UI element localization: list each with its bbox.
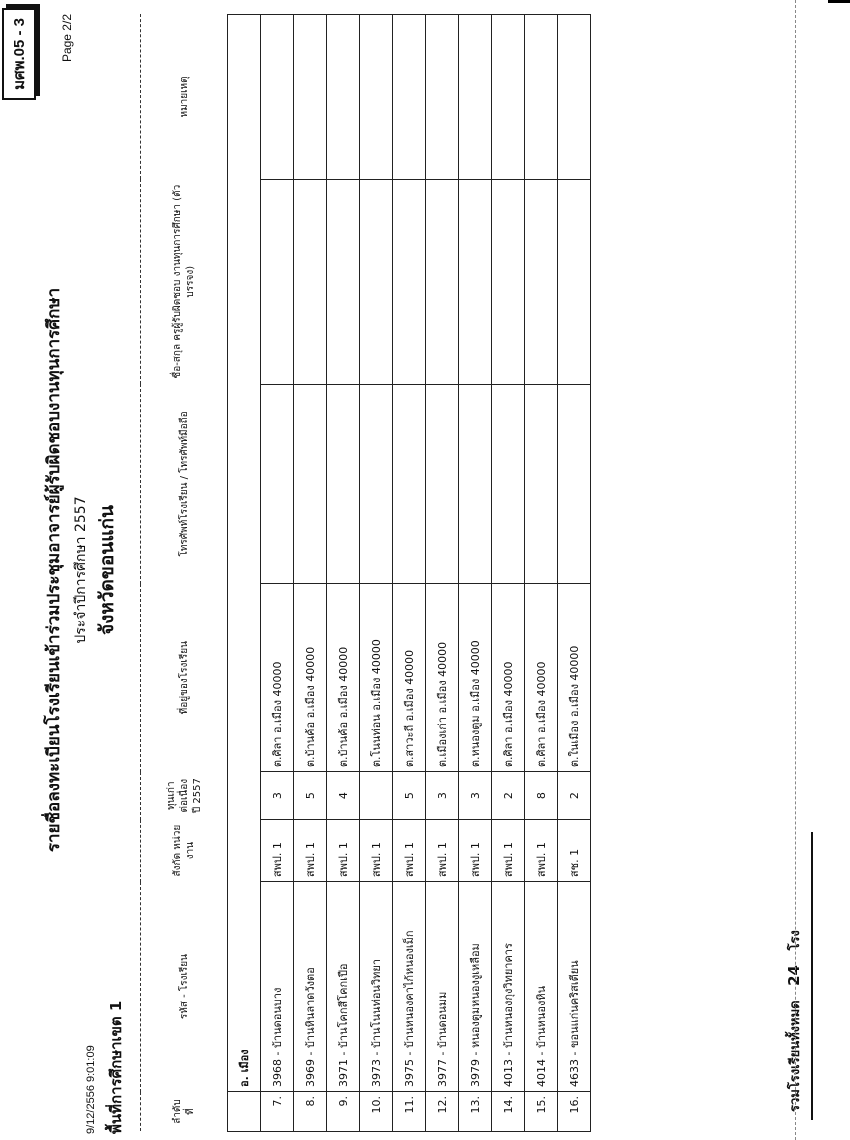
row-address: ต.หนองตูม อ.เมือง 40000: [459, 584, 492, 772]
total-count: 24: [785, 965, 803, 986]
row-seq: 10.: [360, 1092, 393, 1132]
row-address: ต.เมืองเก่า อ.เมือง 40000: [426, 584, 459, 772]
table-header-row: [141, 15, 228, 1132]
row-seq: 9.: [327, 1092, 360, 1132]
table-row: [558, 15, 591, 1132]
document-title: รายชื่อลงทะเบียนโรงเรียนเข้าร่วมประชุมอาจารย์ผู้รับผิดชอบงานทุนการศึกษา: [44, 287, 64, 853]
table-row: [360, 15, 393, 1132]
row-address: ต.ศิลา อ.เมือง 40000: [492, 584, 525, 772]
row-teacher: [294, 179, 327, 384]
header-address: ที่อยู่ของโรงเรียน: [141, 584, 228, 772]
row-phone: [558, 384, 591, 584]
row-address: ต.ศิลา อ.เมือง 40000: [525, 584, 558, 772]
table-row: [294, 15, 327, 1132]
row-old-scholarship: 4: [327, 772, 360, 820]
row-old-scholarship: [360, 772, 393, 820]
row-address: ต.ในเมือง อ.เมือง 40000: [558, 584, 591, 772]
row-address: ต.ศิลา อ.เมือง 40000: [261, 584, 294, 772]
table-row: [327, 15, 360, 1132]
row-affiliation: สพป. 1: [459, 820, 492, 882]
row-remark: [393, 15, 426, 180]
district-row: [228, 15, 261, 1132]
row-school: 3973 - บ้านโนนท่อนวิทยา: [360, 882, 393, 1092]
row-seq: 11.: [393, 1092, 426, 1132]
row-address: ต.สาวะถี อ.เมือง 40000: [393, 584, 426, 772]
row-seq: 13.: [459, 1092, 492, 1132]
row-seq: 12.: [426, 1092, 459, 1132]
row-teacher: [525, 179, 558, 384]
row-affiliation: สพป. 1: [261, 820, 294, 882]
row-seq: 14.: [492, 1092, 525, 1132]
row-teacher: [360, 179, 393, 384]
row-school: 4633 - ขอนแก่นคริสเตียน: [558, 882, 591, 1092]
fold-line: [795, 0, 796, 1140]
row-affiliation: สพป. 1: [525, 820, 558, 882]
row-remark: [492, 15, 525, 180]
district-spacer: [228, 1092, 261, 1132]
print-timestamp: 9/12/2556 9:01:09: [85, 1045, 97, 1134]
document-code-box: มศพ.05 - 3: [2, 8, 36, 100]
row-school: 3977 - บ้านดอนมม: [426, 882, 459, 1092]
row-old-scholarship: 3: [459, 772, 492, 820]
table-row: [393, 15, 426, 1132]
row-phone: [327, 384, 360, 584]
row-remark: [327, 15, 360, 180]
row-address: ต.บ้านค้อ อ.เมือง 40000: [327, 584, 360, 772]
row-phone: [459, 384, 492, 584]
row-seq: 16.: [558, 1092, 591, 1132]
row-phone: [426, 384, 459, 584]
row-school: 4014 - บ้านหนองหิน: [525, 882, 558, 1092]
row-teacher: [492, 179, 525, 384]
page-number: Page 2/2: [60, 14, 74, 63]
row-teacher: [459, 179, 492, 384]
table-row: [426, 15, 459, 1132]
row-old-scholarship: 3: [426, 772, 459, 820]
row-teacher: [261, 179, 294, 384]
row-school: 3968 - บ้านดอนบาง: [261, 882, 294, 1092]
row-remark: [426, 15, 459, 180]
header-affiliation: สังกัด หน่วยงาน: [141, 820, 228, 882]
row-teacher: [327, 179, 360, 384]
row-school: 3971 - บ้านโคกสีโคกเปือ: [327, 882, 360, 1092]
row-old-scholarship: 8: [525, 772, 558, 820]
row-address: ต.บ้านค้อ อ.เมือง 40000: [294, 584, 327, 772]
row-school: 4013 - บ้านหนองกุงวิทยาคาร: [492, 882, 525, 1092]
header-school: รหัส - โรงเรียน: [141, 882, 228, 1092]
row-phone: [360, 384, 393, 584]
row-old-scholarship: 3: [261, 772, 294, 820]
row-teacher: [426, 179, 459, 384]
total-label: รวมโรงเรียนทั้งหมด: [788, 1000, 803, 1112]
row-affiliation: สพป. 1: [294, 820, 327, 882]
row-old-scholarship: 5: [294, 772, 327, 820]
header-teacher: ชื่อ-สกุล ครูผู้รับผิดชอบ งานทุนการศึกษา (ตัวบรรจง): [141, 179, 228, 384]
row-phone: [492, 384, 525, 584]
row-affiliation: สพป. 1: [393, 820, 426, 882]
table-row: [492, 15, 525, 1132]
row-phone: [525, 384, 558, 584]
row-remark: [558, 15, 591, 180]
row-affiliation: สพป. 1: [360, 820, 393, 882]
academic-year: ประจำปีการศึกษา 2557: [73, 496, 89, 644]
table-row: [459, 15, 492, 1132]
district-label: อ. เมือง: [228, 15, 261, 1092]
province-heading: จังหวัดขอนแก่น: [96, 504, 118, 636]
header-phone: โทรศัพท์โรงเรียน / โทรศัพท์มือถือ: [141, 384, 228, 584]
row-school: 3979 - หนองตูมหนองงูเหลือม: [459, 882, 492, 1092]
row-old-scholarship: 2: [492, 772, 525, 820]
row-remark: [294, 15, 327, 180]
registration-table: [140, 14, 591, 1132]
total-unit: โรง: [788, 930, 803, 951]
row-remark: [459, 15, 492, 180]
row-remark: [261, 15, 294, 180]
header-remark: หมายเหตุ: [141, 15, 228, 180]
row-remark: [525, 15, 558, 180]
row-phone: [393, 384, 426, 584]
row-affiliation: สพป. 1: [426, 820, 459, 882]
row-seq: 7.: [261, 1092, 294, 1132]
row-old-scholarship: 2: [558, 772, 591, 820]
row-affiliation: สพป. 1: [327, 820, 360, 882]
row-affiliation: สพป. 1: [492, 820, 525, 882]
row-school: 3969 - บ้านหินลาดวังตอ: [294, 882, 327, 1092]
table-row: [261, 15, 294, 1132]
header-old-scholarship: ทุนเก่า ต่อเนื่อง ปี 2557: [141, 772, 228, 820]
row-old-scholarship: 5: [393, 772, 426, 820]
row-phone: [261, 384, 294, 584]
education-area: พื้นที่การศึกษาเขต 1: [107, 1000, 125, 1134]
row-seq: 8.: [294, 1092, 327, 1132]
row-teacher: [393, 179, 426, 384]
row-address: ต.โนนท่อน อ.เมือง 40000: [360, 584, 393, 772]
row-school: 3975 - บ้านหนองคาไก้หนองเม็ก: [393, 882, 426, 1092]
row-teacher: [558, 179, 591, 384]
row-phone: [294, 384, 327, 584]
header-seq: ลำดับ ที่: [141, 1092, 228, 1132]
row-seq: 15.: [525, 1092, 558, 1132]
row-affiliation: สช. 1: [558, 820, 591, 882]
table-row: [525, 15, 558, 1132]
row-remark: [360, 15, 393, 180]
